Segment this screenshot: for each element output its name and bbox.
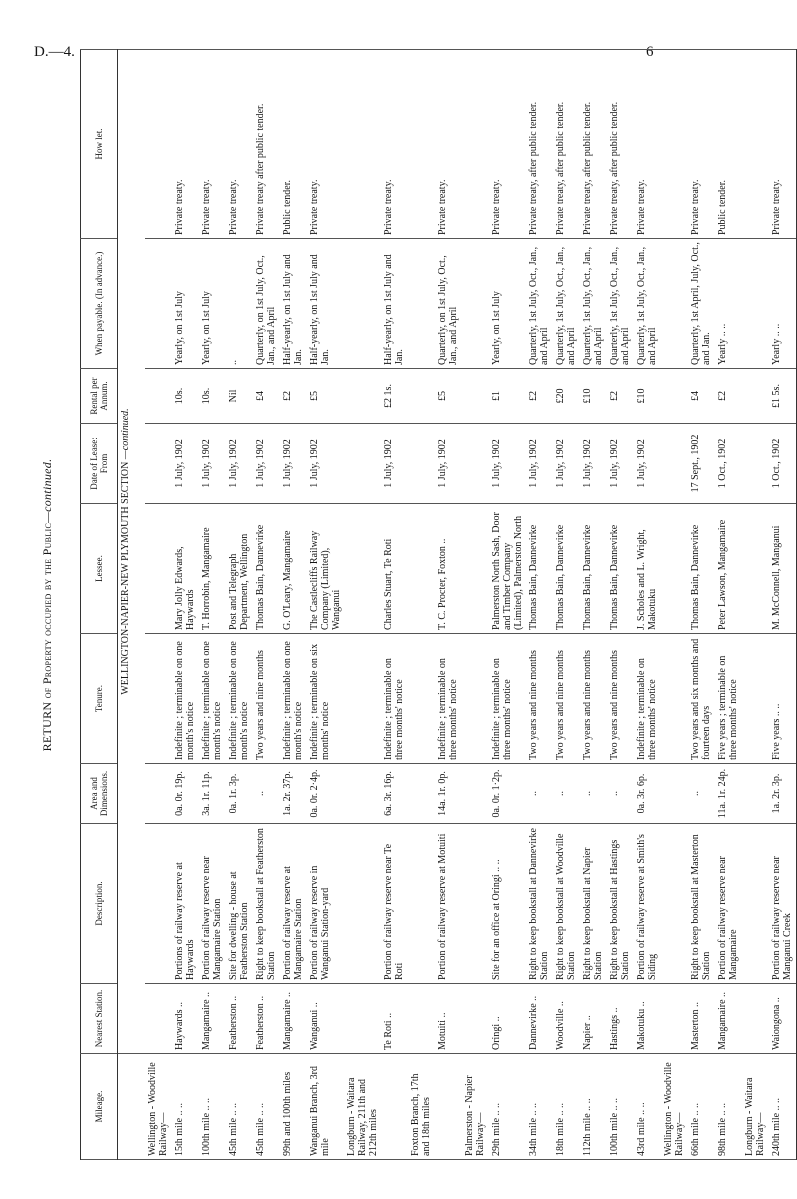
cell-rental: Nil <box>226 369 253 424</box>
group-row-empty-cell <box>462 424 489 504</box>
cell-rental: £2 <box>280 369 307 424</box>
cell-lessee: Thomas Bain, Dannevirke <box>688 504 715 634</box>
cell-rental: £10 <box>580 369 607 424</box>
cell-when: Quarterly, on 1st July, Oct., Jan., and April <box>435 239 462 369</box>
cell-tenure: Two years and nine months <box>553 634 580 764</box>
cell-date: 1 Oct., 1902 <box>769 424 797 504</box>
cell-station: Oringi .. <box>489 984 526 1054</box>
cell-how: Private treaty. <box>634 50 661 239</box>
group-row-empty-cell <box>145 634 172 764</box>
cell-tenure: Indefinite ; terminable on one month's notice <box>280 634 307 764</box>
table-body <box>118 50 797 1160</box>
cell-station: Hastings .. <box>607 984 634 1054</box>
group-row-empty-cell <box>145 504 172 634</box>
property-table <box>80 49 797 1160</box>
cell-lessee: Thomas Bain, Dannevirke <box>526 504 553 634</box>
cell-lessee: Thomas Bain, Dannevirke <box>607 504 634 634</box>
group-row-empty-cell <box>408 634 435 764</box>
cell-tenure: Five years .. .. <box>769 634 797 764</box>
cell-how: Public tender. <box>280 50 307 239</box>
rotated-page-content <box>40 50 793 1160</box>
cell-when: Yearly .. .. <box>769 239 797 369</box>
group-row-empty-cell <box>344 634 381 764</box>
cell-when: Quarterly, 1st April, July, Oct., and Jan. <box>688 239 715 369</box>
cell-lessee: Peter Lawson, Mangamaire <box>715 504 742 634</box>
table-row <box>226 50 253 1160</box>
cell-description: Portion of railway reserve at Smith's Siding <box>634 824 661 984</box>
cell-description: Portion of railway reserve near Manganui Creek <box>769 824 797 984</box>
cell-station: Wanganui .. <box>307 984 344 1054</box>
cell-rental: £2 <box>715 369 742 424</box>
group-heading-row <box>408 50 435 1160</box>
header-when: When payable. (In advance.) <box>81 239 118 369</box>
cell-how: Private treaty. <box>381 50 408 239</box>
cell-how: Public tender. <box>715 50 742 239</box>
group-row-empty-cell <box>742 764 769 824</box>
cell-description: Site for dwelling - house at Featherston Station <box>226 824 253 984</box>
cell-description: Portion of railway reserve at Motuiti <box>435 824 462 984</box>
cell-rental: £5 <box>435 369 462 424</box>
group-row-empty-cell <box>408 424 435 504</box>
group-row-empty-cell <box>742 984 769 1054</box>
cell-tenure: Two years and six months and fourteen days <box>688 634 715 764</box>
cell-tenure: Indefinite ; terminable on three months' notice <box>489 634 526 764</box>
header-mileage: Mileage. <box>81 1054 118 1160</box>
cell-when: Quarterly, 1st July, Oct., Jan., and April <box>634 239 661 369</box>
table-row <box>172 50 199 1160</box>
cell-tenure: Two years and nine months <box>253 634 280 764</box>
cell-station: Napier .. <box>580 984 607 1054</box>
cell-lessee: Mary Jolly Edwards, Haywards <box>172 504 199 634</box>
cell-date: 1 July, 1902 <box>307 424 344 504</box>
cell-area: .. <box>253 764 280 824</box>
cell-tenure: Two years and nine months <box>526 634 553 764</box>
cell-mileage: 99th and 100th miles <box>280 1054 307 1160</box>
group-heading-row <box>661 50 688 1160</box>
group-row-empty-cell <box>661 239 688 369</box>
cell-tenure: Indefinite ; terminable on three months' notice <box>381 634 408 764</box>
report-code: D.—4. <box>34 44 75 60</box>
cell-station: Te Roti .. <box>381 984 408 1054</box>
cell-station: Makotuku .. <box>634 984 661 1054</box>
cell-station: Mangamaire .. <box>715 984 742 1054</box>
group-row-empty-cell <box>344 984 381 1054</box>
cell-tenure: Indefinite ; terminable on one month's notice <box>172 634 199 764</box>
cell-date: 1 July, 1902 <box>489 424 526 504</box>
cell-tenure: Indefinite ; terminable on one month's notice <box>226 634 253 764</box>
cell-lessee: Charles Stuart, Te Roti <box>381 504 408 634</box>
cell-how: Private treaty, after public tender. <box>580 50 607 239</box>
cell-area: 0a. 3r. 6p. <box>634 764 661 824</box>
cell-rental: £2 1s. <box>381 369 408 424</box>
group-heading-row <box>462 50 489 1160</box>
group-row-empty-cell <box>408 984 435 1054</box>
group-row-empty-cell <box>145 764 172 824</box>
group-row-empty-cell <box>742 824 769 984</box>
group-row-empty-cell <box>145 824 172 984</box>
cell-when: Quarterly, 1st July, Oct., Jan., and April <box>526 239 553 369</box>
cell-mileage: 98th mile .. .. <box>715 1054 742 1160</box>
cell-date: 1 July, 1902 <box>526 424 553 504</box>
cell-date: 1 July, 1902 <box>435 424 462 504</box>
cell-mileage: 100th mile .. .. <box>607 1054 634 1160</box>
cell-how: Private treaty after public tender. <box>253 50 280 239</box>
cell-mileage: 18th mile .. .. <box>553 1054 580 1160</box>
header-station: Nearest Station. <box>81 984 118 1054</box>
cell-date: 1 July, 1902 <box>280 424 307 504</box>
cell-lessee: G. O'Leary, Mangamaire <box>280 504 307 634</box>
cell-date: 1 July, 1902 <box>634 424 661 504</box>
cell-tenure: Indefinite ; terminable on three months' notice <box>435 634 462 764</box>
cell-rental: £4 <box>253 369 280 424</box>
group-row-empty-cell <box>462 824 489 984</box>
page-number: 6 <box>646 44 654 60</box>
section-row <box>118 50 146 1160</box>
cell-how: Private treaty. <box>199 50 226 239</box>
cell-area: .. <box>526 764 553 824</box>
title-main: RETURN of Property occupied by the Public <box>40 522 54 752</box>
group-heading: Longburn - Waitara Railway, 211th and 212th miles <box>344 1054 381 1160</box>
cell-when: Quarterly, 1st July, Oct., Jan., and April <box>607 239 634 369</box>
table-row <box>489 50 526 1160</box>
cell-area: 0a. 0r. 2·4p. <box>307 764 344 824</box>
group-heading: Palmerston - Napier Railway— <box>462 1054 489 1160</box>
group-heading: Foxton Branch, 17th and 18th miles <box>408 1054 435 1160</box>
cell-rental: £1 5s. <box>769 369 797 424</box>
cell-rental: £1 <box>489 369 526 424</box>
cell-description: Right to keep bookstall at Napier Station <box>580 824 607 984</box>
cell-description: Portions of railway reserve at Haywards <box>172 824 199 984</box>
table-row <box>580 50 607 1160</box>
group-row-empty-cell <box>145 50 172 239</box>
cell-mileage <box>381 1054 408 1160</box>
cell-lessee: T. C. Procter, Foxton .. <box>435 504 462 634</box>
cell-date: 1 July, 1902 <box>253 424 280 504</box>
cell-mileage: 100th mile .. .. <box>199 1054 226 1160</box>
header-lessee: Lessee. <box>81 504 118 634</box>
cell-description: Portion of railway reserve near Te Roti <box>381 824 408 984</box>
group-row-empty-cell <box>408 504 435 634</box>
cell-mileage: 29th mile .. .. <box>489 1054 526 1160</box>
cell-date: 1 July, 1902 <box>199 424 226 504</box>
group-heading-row <box>145 50 172 1160</box>
cell-mileage: 240th mile .. .. <box>769 1054 797 1160</box>
table-row <box>607 50 634 1160</box>
group-row-empty-cell <box>661 369 688 424</box>
cell-date: 1 Oct., 1902 <box>715 424 742 504</box>
cell-date: 17 Sept., 1902 <box>688 424 715 504</box>
cell-lessee: Thomas Bain, Dannevirke <box>553 504 580 634</box>
cell-lessee: T. Horrobin, Mangamaire <box>199 504 226 634</box>
cell-tenure: Two years and nine months <box>580 634 607 764</box>
section-heading <box>118 50 146 1054</box>
cell-description: Right to keep bookstall at Dannevirke Station <box>526 824 553 984</box>
group-heading-row <box>344 50 381 1160</box>
header-row <box>81 50 118 1160</box>
header-rental: Rental per Annum. <box>81 369 118 424</box>
cell-lessee: Palmerston North Sash, Door and Timber Company (Limited), Palmerston North <box>489 504 526 634</box>
group-row-empty-cell <box>408 824 435 984</box>
cell-station: Dannevirke .. <box>526 984 553 1054</box>
group-row-empty-cell <box>145 239 172 369</box>
cell-mileage: 66th mile .. .. <box>688 1054 715 1160</box>
cell-mileage <box>435 1054 462 1160</box>
cell-when: Yearly, on 1st July <box>489 239 526 369</box>
group-row-empty-cell <box>462 984 489 1054</box>
group-row-empty-cell <box>344 504 381 634</box>
table-row <box>253 50 280 1160</box>
section-suffix: —continued. <box>120 408 131 460</box>
cell-area: .. <box>580 764 607 824</box>
table-row <box>199 50 226 1160</box>
document-title <box>40 50 62 1160</box>
cell-description: Portion of railway reserve in Wanganui Station-yard <box>307 824 344 984</box>
cell-when: Yearly, on 1st July <box>172 239 199 369</box>
group-row-empty-cell <box>742 50 769 239</box>
table-row <box>435 50 462 1160</box>
cell-rental: 10s. <box>172 369 199 424</box>
cell-station: Woodville .. <box>553 984 580 1054</box>
cell-mileage: 43rd mile .. .. <box>634 1054 661 1160</box>
cell-station: Motuiti .. <box>435 984 462 1054</box>
cell-when: Half-yearly, on 1st July and Jan. <box>307 239 344 369</box>
cell-how: Private treaty. <box>489 50 526 239</box>
cell-area: 1a. 2r. 37p. <box>280 764 307 824</box>
table-row <box>715 50 742 1160</box>
cell-area: .. <box>553 764 580 824</box>
cell-station: Featherston .. <box>253 984 280 1054</box>
cell-when: Yearly .. .. <box>715 239 742 369</box>
group-row-empty-cell <box>661 50 688 239</box>
group-row-empty-cell <box>462 504 489 634</box>
cell-date: 1 July, 1902 <box>172 424 199 504</box>
group-row-empty-cell <box>661 824 688 984</box>
cell-date: 1 July, 1902 <box>580 424 607 504</box>
cell-description: Right to keep bookstall at Hastings Station <box>607 824 634 984</box>
cell-tenure: Indefinite ; terminable on six months' notice <box>307 634 344 764</box>
cell-lessee: Post and Telegraph Department, Wellington <box>226 504 253 634</box>
group-row-empty-cell <box>344 424 381 504</box>
section-gap-cell <box>118 1054 146 1160</box>
cell-tenure: Two years and nine months <box>607 634 634 764</box>
cell-description: Site for an office at Oringi .. .. <box>489 824 526 984</box>
cell-rental: £4 <box>688 369 715 424</box>
header-area: Area and Dimensions. <box>81 764 118 824</box>
cell-when: Yearly, on 1st July <box>199 239 226 369</box>
group-row-empty-cell <box>742 369 769 424</box>
group-row-empty-cell <box>742 634 769 764</box>
cell-lessee: M. McConnell, Manganui <box>769 504 797 634</box>
cell-mileage: 34th mile .. .. <box>526 1054 553 1160</box>
cell-area: .. <box>607 764 634 824</box>
group-heading: Longburn - Waitara Railway— <box>742 1054 769 1160</box>
cell-description: Right to keep bookstall at Masterton Station <box>688 824 715 984</box>
cell-station: Waiongona .. <box>769 984 797 1054</box>
group-row-empty-cell <box>145 424 172 504</box>
group-heading-row <box>742 50 769 1160</box>
cell-rental: 10s. <box>199 369 226 424</box>
table-row <box>688 50 715 1160</box>
cell-when: Quarterly, on 1st July, Oct., Jan., and April <box>253 239 280 369</box>
cell-how: Private treaty, after public tender. <box>607 50 634 239</box>
cell-how: Private treaty, after public tender. <box>553 50 580 239</box>
cell-rental: £10 <box>634 369 661 424</box>
group-row-empty-cell <box>408 764 435 824</box>
cell-how: Private treaty. <box>172 50 199 239</box>
cell-when: .. <box>226 239 253 369</box>
group-row-empty-cell <box>344 239 381 369</box>
group-row-empty-cell <box>462 50 489 239</box>
cell-mileage: Wanganui Branch, 3rd mile <box>307 1054 344 1160</box>
cell-area: 14a. 1r. 0p. <box>435 764 462 824</box>
group-row-empty-cell <box>462 369 489 424</box>
cell-how: Private treaty. <box>226 50 253 239</box>
cell-rental: £20 <box>553 369 580 424</box>
header-description: Description. <box>81 824 118 984</box>
cell-how: Private treaty, after public tender. <box>526 50 553 239</box>
cell-area: 0a. 0r. 1·2p. <box>489 764 526 824</box>
cell-how: Private treaty. <box>435 50 462 239</box>
group-row-empty-cell <box>742 504 769 634</box>
group-row-empty-cell <box>408 369 435 424</box>
cell-how: Private treaty. <box>769 50 797 239</box>
cell-tenure: Indefinite ; terminable on one month's notice <box>199 634 226 764</box>
cell-station: Mangamaire .. <box>280 984 307 1054</box>
cell-station: Featherston .. <box>226 984 253 1054</box>
group-row-empty-cell <box>742 424 769 504</box>
cell-date: 1 July, 1902 <box>607 424 634 504</box>
group-row-empty-cell <box>408 50 435 239</box>
cell-mileage: 45th mile .. .. <box>253 1054 280 1160</box>
group-row-empty-cell <box>661 634 688 764</box>
cell-mileage: 112th mile .. .. <box>580 1054 607 1160</box>
group-heading: Wellington - Woodville Railway— <box>661 1054 688 1160</box>
cell-description: Right to keep bookstall at Featherston Station <box>253 824 280 984</box>
cell-rental: £5 <box>307 369 344 424</box>
cell-tenure: Five years ; terminable on three months' notice <box>715 634 742 764</box>
group-row-empty-cell <box>145 369 172 424</box>
table-row <box>307 50 344 1160</box>
cell-description: Right to keep bookstall at Woodville Station <box>553 824 580 984</box>
group-row-empty-cell <box>344 824 381 984</box>
cell-when: Quarterly, 1st July, Oct., Jan., and April <box>580 239 607 369</box>
table-row <box>553 50 580 1160</box>
cell-lessee: Thomas Bain, Dannevirke <box>253 504 280 634</box>
cell-description: Portion of railway reserve near Mangamaire Station <box>199 824 226 984</box>
section-name: WELLINGTON-NAPIER-NEW PLYMOUTH SECTION <box>120 461 131 695</box>
cell-station: Haywards .. <box>172 984 199 1054</box>
table-row <box>381 50 408 1160</box>
cell-rental: £2 <box>607 369 634 424</box>
group-row-empty-cell <box>462 764 489 824</box>
cell-how: Private treaty. <box>688 50 715 239</box>
cell-area: 6a. 3r. 16p. <box>381 764 408 824</box>
cell-description: Portion of railway reserve at Mangamaire Station <box>280 824 307 984</box>
cell-date: 1 July, 1902 <box>226 424 253 504</box>
table-row <box>769 50 797 1160</box>
cell-date: 1 July, 1902 <box>553 424 580 504</box>
cell-area: 3a. 1r. 11p. <box>199 764 226 824</box>
table-row <box>526 50 553 1160</box>
cell-when: Quarterly, 1st July, Oct., Jan., and April <box>553 239 580 369</box>
cell-when: Half-yearly, on 1st July and Jan. <box>381 239 408 369</box>
group-row-empty-cell <box>462 239 489 369</box>
cell-area: .. <box>688 764 715 824</box>
group-row-empty-cell <box>661 504 688 634</box>
cell-mileage: 15th mile .. .. <box>172 1054 199 1160</box>
cell-mileage: 45th mile .. .. <box>226 1054 253 1160</box>
group-row-empty-cell <box>344 764 381 824</box>
cell-description: Portion of railway reserve near Mangamaire <box>715 824 742 984</box>
header-date: Date of Lease: From <box>81 424 118 504</box>
table-row <box>280 50 307 1160</box>
group-row-empty-cell <box>344 369 381 424</box>
cell-rental: £2 <box>526 369 553 424</box>
cell-when: Half-yearly, on 1st July and Jan. <box>280 239 307 369</box>
cell-area: 11a. 1r. 24p. <box>715 764 742 824</box>
group-row-empty-cell <box>661 984 688 1054</box>
group-row-empty-cell <box>661 764 688 824</box>
group-row-empty-cell <box>408 239 435 369</box>
cell-area: 0a. 0r. 19p. <box>172 764 199 824</box>
header-tenure: Tenure. <box>81 634 118 764</box>
cell-tenure: Indefinite ; terminable on three months' notice <box>634 634 661 764</box>
cell-lessee: J. Scholes and L. Wright, Makotuku <box>634 504 661 634</box>
header-how: How let. <box>81 50 118 239</box>
table-row <box>634 50 661 1160</box>
cell-station: Mangamaire .. <box>199 984 226 1054</box>
cell-date: 1 July, 1902 <box>381 424 408 504</box>
title-suffix: —continued. <box>40 458 54 523</box>
cell-area: 1a. 2r. 3p. <box>769 764 797 824</box>
cell-lessee: Thomas Bain, Dannevirke <box>580 504 607 634</box>
group-row-empty-cell <box>462 634 489 764</box>
group-heading: Wellington - Woodville Railway— <box>145 1054 172 1160</box>
cell-how: Private treaty. <box>307 50 344 239</box>
group-row-empty-cell <box>742 239 769 369</box>
group-row-empty-cell <box>661 424 688 504</box>
cell-lessee: The Castlecliffs Railway Company (Limited), Wanganui <box>307 504 344 634</box>
cell-area: 0a. 1r. 3p. <box>226 764 253 824</box>
cell-station: Masterton .. <box>688 984 715 1054</box>
group-row-empty-cell <box>344 50 381 239</box>
group-row-empty-cell <box>145 984 172 1054</box>
